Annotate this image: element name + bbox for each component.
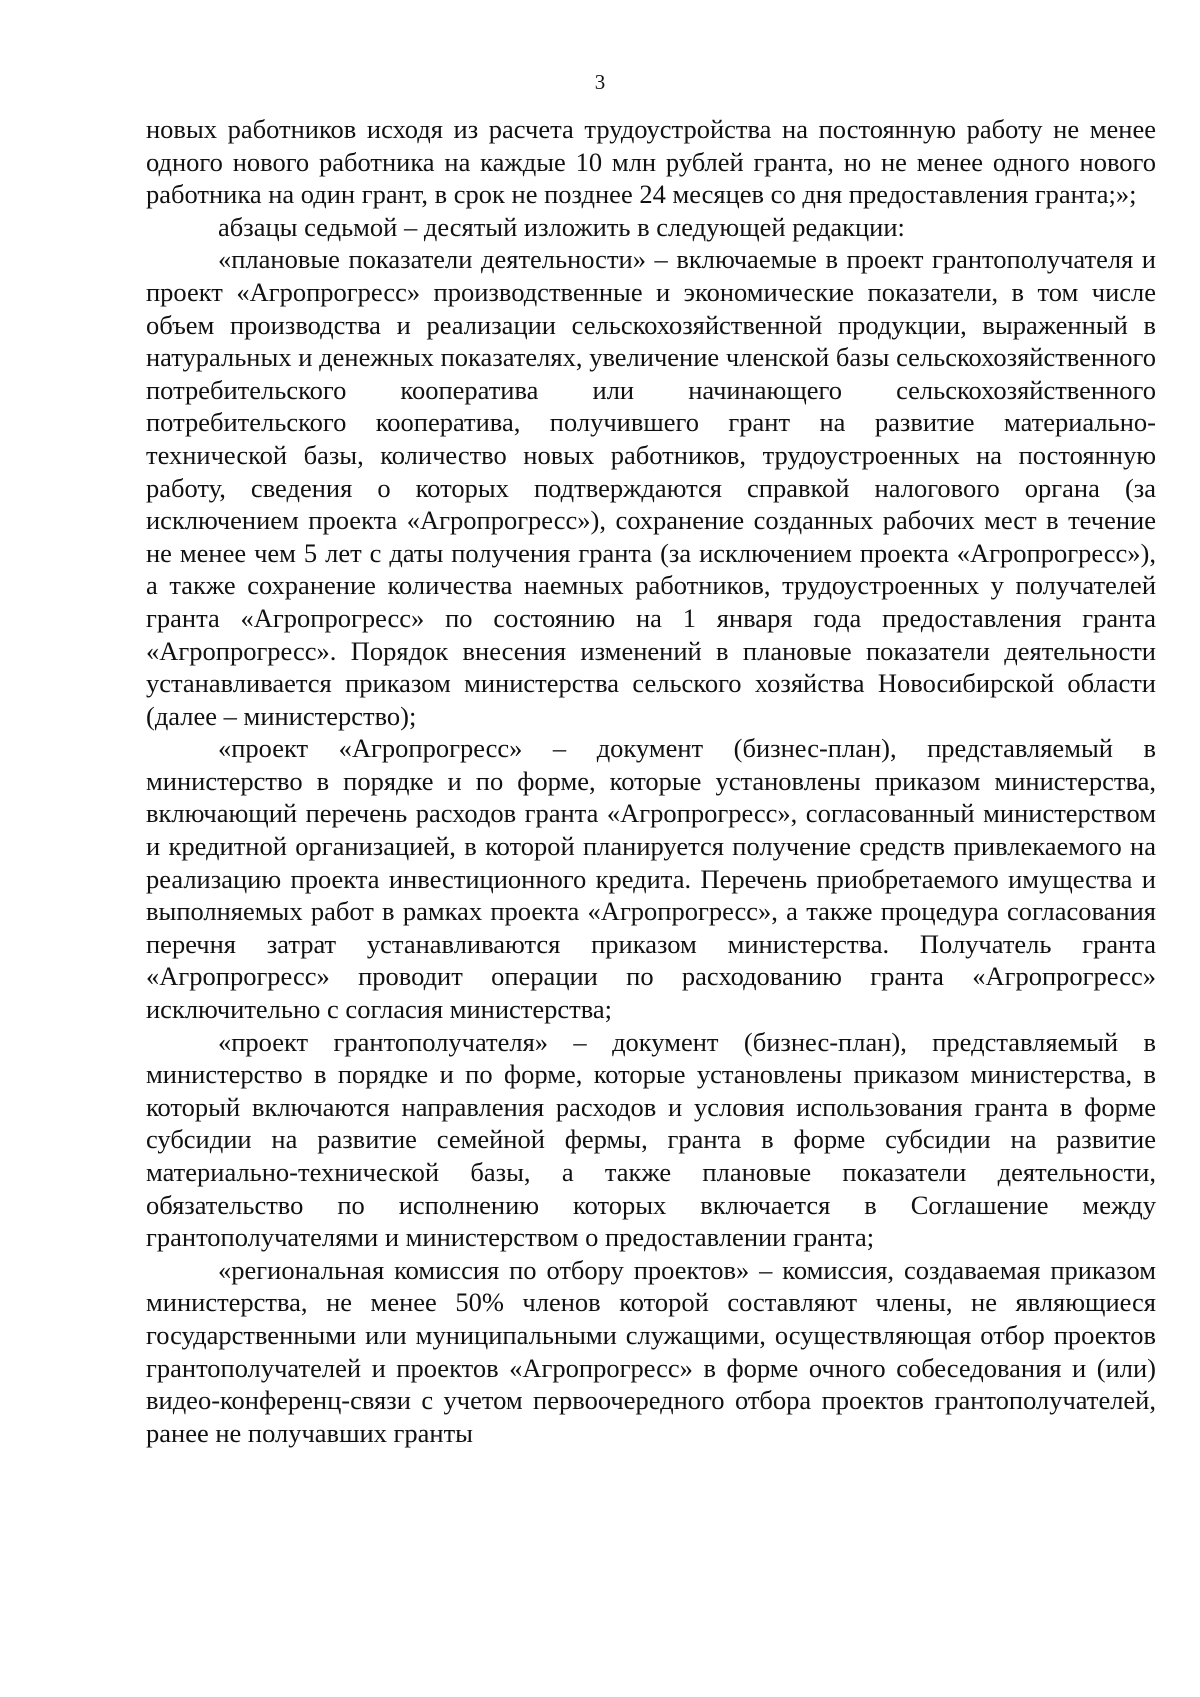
paragraph-continuation: новых работников исходя из расчета трудоустройства на постоянную работу не менее одного нового работника на каждые 10 млн рублей гранта, но не менее одного нового работника на один грант, в срок не позднее 24 месяцев со дня предоставления гранта;»; <box>146 114 1156 210</box>
paragraph-definition-grantee-project: «проект грантополучателя» – документ (бизнес-план), представляемый в министерство в порядке и по форме, которые установлены приказом министерства, в который включаются направления расходов и условия использования гранта в форме субсидии на развитие семейной фермы, гранта в форме субсидии на развитие материально-технической базы, а также плановые показатели деятельности, обязательство по исполнению которых включается в Соглашение между грантополучателями и министерством о предоставлении гранта; <box>146 1026 1156 1253</box>
document-body <box>146 113 1156 1449</box>
paragraph-definition-agroprogress-project: «проект «Агропрогресс» – документ (бизнес-план), представляемый в министерство в порядке и по форме, которые установлены приказом министерства, включающий перечень расходов гранта «Агропрогресс», согласованный министерством и кредитной организацией, в которой планируется получение средств привлекаемого на реализацию проекта инвестиционного кредита. Перечень приобретаемого имущества и выполняемых работ в рамках проекта «Агропрогресс», а также процедура согласования перечня затрат устанавливаются приказом министерства. Получатель гранта «Агропрогресс» проводит операции по расходованию гранта «Агропрогресс» исключительно с согласия министерства; <box>146 733 1156 1025</box>
paragraph-amendment-intro: абзацы седьмой – десятый изложить в следующей редакции: <box>218 211 905 242</box>
paragraph-definition-regional-commission: «региональная комиссия по отбору проектов» – комиссия, создаваемая приказом министерства, не менее 50% членов которой составляют члены, не являющиеся государственными или муниципальными служащими, осуществляющая отбор проектов грантополучателей и проектов «Агропрогресс» в форме очного собеседования и (или) видео-конференц-связи с учетом первоочередного отбора проектов грантополучателей, ранее не получавших гранты <box>146 1254 1156 1448</box>
paragraph-definition-planned-indicators: «плановые показатели деятельности» – включаемые в проект грантополучателя и проект «Агропрогресс» производственные и экономические показатели, в том числе объем производства и реализации сельскохозяйственной продукции, выраженный в натуральных и денежных показателях, увеличение членской базы сельскохозяйственного потребительского кооператива или начинающего сельскохозяйственного потребительского кооператива, получившего грант на развитие материально-технической базы, количество новых работников, трудоустроенных на постоянную работу, сведения о которых подтверждаются справкой налогового органа (за исключением проекта «Агропрогресс»), сохранение созданных рабочих мест в течение не менее чем 5 лет с даты получения гранта (за исключением проекта «Агропрогресс»), а также сохранение количества наемных работников, трудоустроенных у получателей гранта «Агропрогресс» по состоянию на 1 января года предоставления гранта «Агропрогресс». Порядок внесения изменений в плановые показатели деятельности устанавливается приказом министерства сельского хозяйства Новосибирской области (далее – министерство); <box>146 244 1156 731</box>
page-number: 3 <box>594 70 606 94</box>
